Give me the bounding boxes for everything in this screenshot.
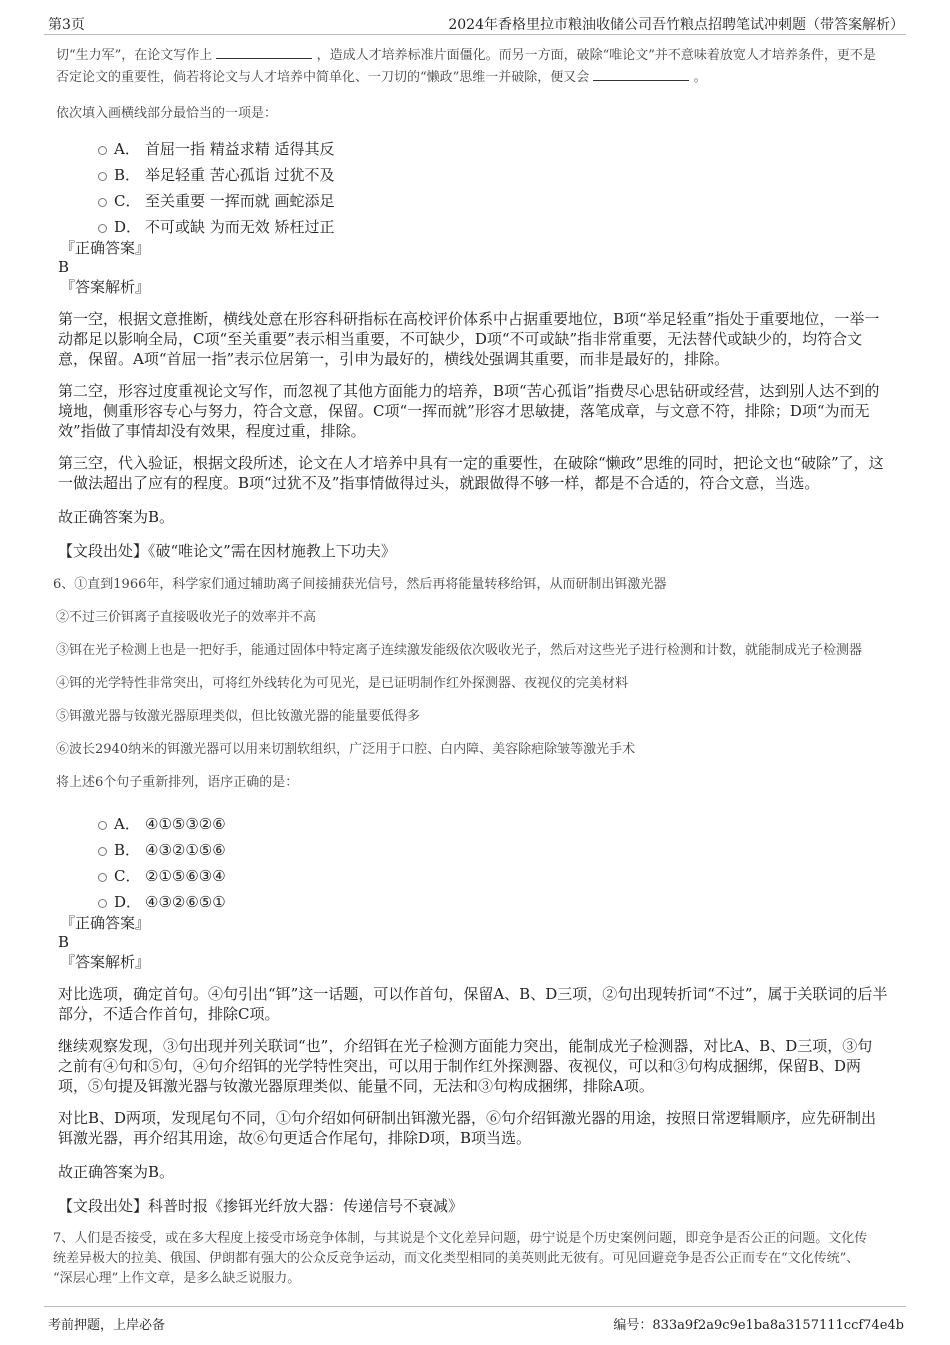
source-citation: 【文段出处】科普时报《掺铒光纤放大器：传递信号不衰减》	[58, 1197, 464, 1215]
analysis-paragraph: 对比选项，确定首句。④句引出“铒”这一话题，可以作首句，保留A、B、D三项，②句出现转折词“不过”，属于关联词的后半 部分，不适合作首句，排除C项。	[58, 985, 888, 1023]
answer-label: 『正确答案』	[60, 914, 151, 932]
option-b[interactable]: B． ④③②①⑤⑥	[56, 837, 894, 863]
sentence: 6、①直到1966年，科学家们通过辅助离子间接捕获光信号，然后再将能量转移给铒，从而研制出铒激光器	[53, 577, 667, 592]
answer-label: 『正确答案』	[60, 239, 151, 257]
page-content	[53, 42, 894, 1289]
radio-button[interactable]	[98, 198, 107, 207]
header-divider	[44, 34, 906, 35]
footer-divider	[44, 1306, 906, 1307]
sentence: ③铒在光子检测上也是一把好手，能通过固体中特定离子连续激发能级依次吸收光子，然后对这些光子进行检测和计数，就能制成光子检测器	[56, 643, 863, 658]
question-6	[53, 575, 894, 1216]
analysis-paragraph: 第二空，形容过度重视论文写作，而忽视了其他方面能力的培养，B项“苦心孤诣”指费尽心思钻研或经营，达到别人达不到的 境地，侧重形容专心与努力，符合文意，保留。C项“一挥而就”形容才思敏捷，落笔成章，与文意不符，排除；D项“为而无 效”指做了事情却没有效果，程度过重，排除。	[58, 382, 880, 440]
sentence: ②不过三价铒离子直接吸收光子的效率并不高	[56, 610, 317, 625]
analysis-conclusion: 故正确答案为B。	[58, 508, 175, 526]
radio-button[interactable]	[98, 821, 107, 830]
analysis-label: 『答案解析』	[60, 953, 151, 971]
radio-button[interactable]	[98, 899, 107, 908]
fill-blank	[593, 66, 689, 81]
analysis-paragraph: 第三空，代入验证，根据文段所述，论文在人才培养中具有一定的重要性，在破除“懒政”思维的同时，把论文也“破除”了，这 一做法超出了应有的程度。B项“过犹不及”指事情做得过头，就跟做得不够一样，都是不合适的，符合文意，当选。	[58, 454, 884, 492]
analysis-paragraph: 第一空，根据文意推断，横线处意在形容科研指标在高校评价体系中占据重要地位，B项“举足轻重”指处于重要地位，一举一 动都足以影响全局，C项“至关重要”表示相当重要，不可缺少，D项“不可或缺”指非常重要，无法替代或缺少的，均符合文 意，保留。A项“首屈一指”表示位居第一，引申为最好的，横线处强调其重要，而非是最好的，排除。	[58, 310, 880, 368]
analysis-text	[56, 309, 894, 561]
sentence: ⑥波长2940纳米的铒激光器可以用来切割软组织，广泛用于口腔、白内障、美容除疤除皱等激光手术	[56, 742, 636, 757]
sentence: ⑤铒激光器与钕激光器原理类似，但比钕激光器的能量要低得多	[56, 709, 421, 724]
analysis-text	[56, 984, 894, 1216]
question-stem: 切“生力军”，在论文写作上 ，造成人才培养标准片面僵化。而另一方面，破除“唯论文”并不意味着放宽人才培养条件，更不是 否定论文的重要性，倘若将论文与人才培养中简单化、一刀切的“懒政”思维一并破除，便又会 。	[56, 44, 894, 88]
radio-button[interactable]	[98, 847, 107, 856]
radio-button[interactable]	[98, 873, 107, 882]
document-id: 编号：833a9f2a9c9e1ba8a3157111ccf74e4b	[613, 1318, 904, 1333]
analysis-conclusion: 故正确答案为B。	[58, 1163, 175, 1181]
document-title: 2024年香格里拉市粮油收储公司吾竹粮点招聘笔试冲刺题（带答案解析）	[448, 17, 904, 33]
question-7-stem: 7、人们是否接受，或在多大程度上接受市场竞争体制，与其说是个文化差异问题，毋宁说是个历史案例问题，即竞争是否公正的问题。文化传 统差异极大的拉美、俄国、伊朗都有强大的公众反竞争运动，而文化类型相同的美英则此无彼有。可见回避竞争是否公正而专在“文化传统”、 “深层心理”上作文章，是多么缺乏说服力。	[53, 1231, 868, 1286]
question-prompt: 将上述6个句子重新排列，语序正确的是：	[56, 775, 299, 790]
options-list	[56, 811, 894, 915]
sentence: ④铒的光学特性非常突出，可将红外线转化为可见光，是已证明制作红外探测器、夜视仪的完美材料	[56, 676, 629, 691]
page-footer	[0, 1306, 950, 1345]
radio-button[interactable]	[98, 146, 107, 155]
options-list	[56, 136, 894, 240]
source-citation: 【文段出处】《破“唯论文”需在因材施教上下功夫》	[58, 542, 396, 560]
page-number: 第3页	[48, 17, 85, 33]
option-c[interactable]: C． 至关重要 一挥而就 画蛇添足	[56, 188, 894, 214]
option-a[interactable]: A． 首屈一指 精益求精 适得其反	[56, 136, 894, 162]
question-prompt: 依次填入画横线部分最恰当的一项是：	[56, 106, 278, 121]
answer-value: B	[58, 933, 70, 951]
page-header	[0, 0, 950, 34]
fill-blank	[216, 44, 312, 59]
option-b[interactable]: B． 举足轻重 苦心孤诣 过犹不及	[56, 162, 894, 188]
footer-slogan: 考前押题，上岸必备	[48, 1318, 166, 1333]
option-d[interactable]: D． ④③②⑥⑤①	[56, 889, 894, 915]
radio-button[interactable]	[98, 172, 107, 181]
analysis-label: 『答案解析』	[60, 278, 151, 296]
option-a[interactable]: A． ④①⑤③②⑥	[56, 811, 894, 837]
option-c[interactable]: C． ②①⑤⑥③④	[56, 863, 894, 889]
analysis-paragraph: 对比B、D两项，发现尾句不同，①句介绍如何研制出铒激光器，⑥句介绍铒激光器的用途，按照日常逻辑顺序，应先研制出 铒激光器，再介绍其用途，故⑥句更适合作尾句，排除D项，B项当选。	[58, 1109, 877, 1147]
radio-button[interactable]	[98, 224, 107, 233]
answer-value: B	[58, 258, 70, 276]
option-d[interactable]: D． 不可或缺 为而无效 矫枉过正	[56, 214, 894, 240]
analysis-paragraph: 继续观察发现，③句出现并列关联词“也”，介绍铒在光子检测方面能力突出，能制成光子检测器，对比A、B、D三项，③句 之前有④句和⑤句，④句介绍铒的光学特性突出，可以用于制作红外探测器、夜视仪，可以和③句构成捆绑，保留B、D两 项，⑤句提及铒激光器与钕激光器原理类似、能量不同，无法和③句构成捆绑，排除A项。	[58, 1037, 873, 1095]
